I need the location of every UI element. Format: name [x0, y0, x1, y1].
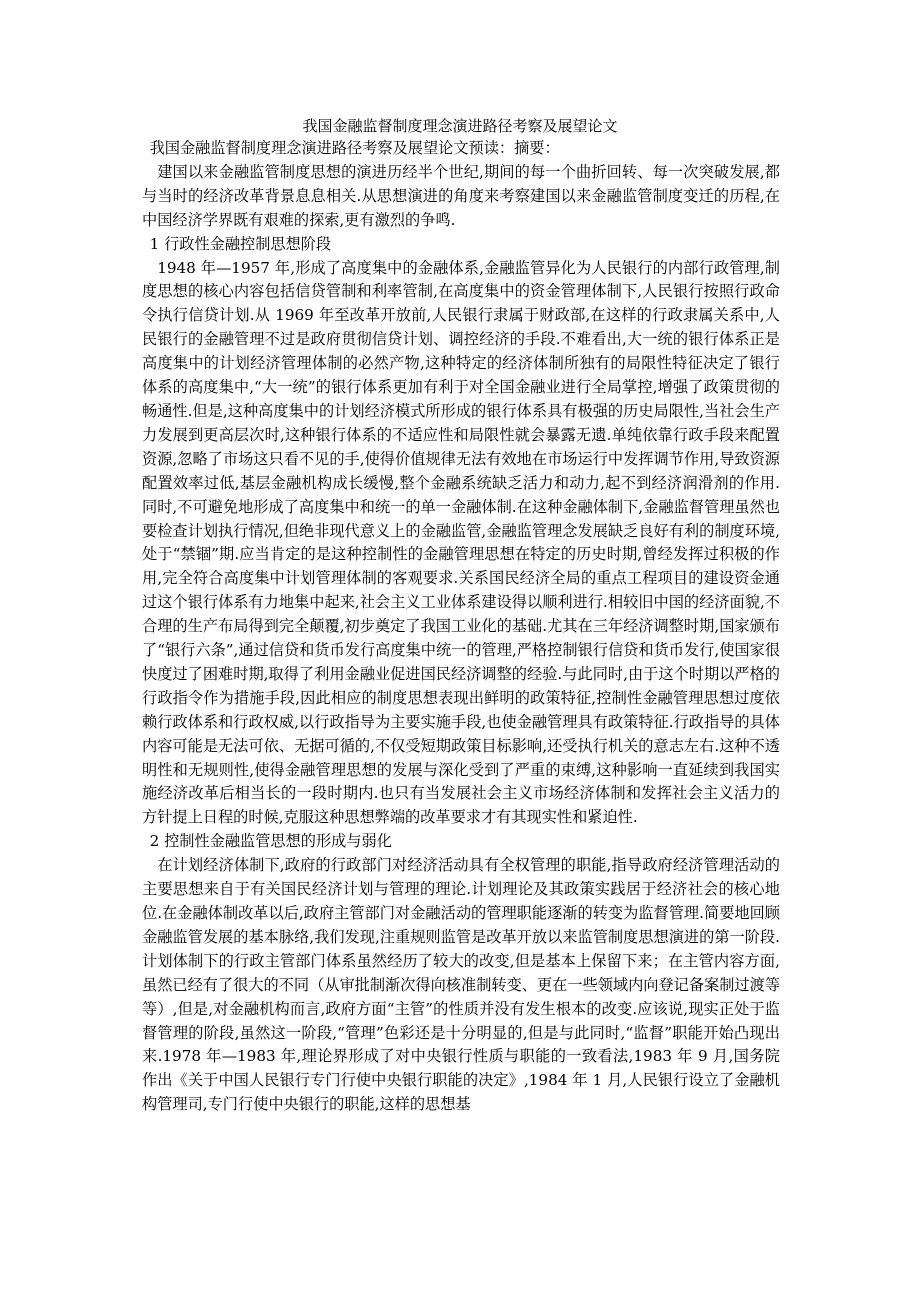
document-title: 我国金融监督制度理念演进路径考察及展望论文 [302, 117, 618, 135]
section-2-paragraph: 在计划经济体制下,政府的行政部门对经济活动具有全权管理的职能,指导政府经济管理活动的主要思想来自于有关国民经济计划与管理的理论.计划理论及其政策实践居于经济社会的核心地位.在金融体制改革以后,政府主管部门对金融活动的管理职能逐渐的转变为监督管理.简要地回顾金融监管发展的基本脉络,我们发现,注重规则监管是改革开放以来监管制度思想演进的第一阶段.计划体制下的行政主管部门体系虽然经历了较大的改变,但是基本上保留下来；在主管内容方面,虽然已经有了很大的不同（从审批制渐次得向核准制转变、更在一些领域内向登记备案制过渡等等）,但是,对金融机构而言,政府方面“主管”的性质并没有发生根本的改变.应该说,现实正处于监督管理的阶段,虽然这一阶段,“管理”色彩还是十分明显的,但是与此同时,“监督”职能开始凸现出来.1978 年—1983 年,理论界形成了对中央银行性质与职能的一致看法,1983 年 9 月,国务院作出《关于中国人民银行专门行使中央银行职能的决定》,1984 年 1 月,人民银行设立了金融机构管理司,专门行使中央银行的职能,这样的思想基 [142, 856, 780, 1114]
abstract-paragraph: 建国以来金融监管制度思想的演进历经半个世纪,期间的每一个曲折回转、每一次突破发展,都与当时的经济改革背景息息相关.从思想演进的角度来考察建国以来金融监管制度变迁的历程,在中国经济学界既有艰难的探索,更有激烈的争鸣. [142, 162, 780, 229]
document-body [142, 137, 780, 1117]
section-heading-2: 2 控制性金融监管思想的形成与弱化 [149, 832, 392, 851]
intro-line: 我国金融监督制度理念演进路径考察及展望论文预读：摘要： [149, 139, 560, 157]
section-1-paragraph: 1948 年—1957 年,形成了高度集中的金融体系,金融监管异化为人民银行的内部行政管理,制度思想的核心内容包括信贷管制和利率管制,在高度集中的资金管理体制下,人民银行按照行政命令执行信贷计划.从 1969 年至改革开放前,人民银行隶属于财政部,在这样的行政隶属关系中,人民银行的金融管理不过是政府贯彻信贷计划、调控经济的手段.不难看出,大一统的银行体系正是高度集中的计划经济管理体制的必然产物,这种特定的经济体制所独有的局限性特征决定了银行体系的高度集中,“大一统”的银行体系更加有利于对全国金融业进行全局掌控,增强了政策贯彻的畅通性.但是,这种高度集中的计划经济模式所形成的银行体系具有极强的历史局限性,当社会生产力发展到更高层次时,这种银行体系的不适应性和局限性就会暴露无遗.单纯依靠行政手段来配置资源,忽略了市场这只看不见的手,使得价值规律无法有效地在市场运行中发挥调节作用,导致资源配置效率过低,基层金融机构成长缓慢,整个金融系统缺乏活力和动力,起不到经济润滑剂的作用.同时,不可避免地形成了高度集中和统一的单一金融体制.在这种金融体制下,金融监督管理虽然也要检查计划执行情况,但绝非现代意义上的金融监管,金融监管理念发展缺乏良好有利的制度环境,处于“禁锢”期.应当肯定的是这种控制性的金融管理思想在特定的历史时期,曾经发挥过积极的作用,完全符合高度集中计划管理体制的客观要求.关系国民经济全局的重点工程项目的建设资金通过这个银行体系有力地集中起来,社会主义工业体系建设得以顺利进行.相较旧中国的经济面貌,不合理的生产布局得到完全颠覆,初步奠定了我国工业化的基础.尤其在三年经济调整时期,国家颁布了“银行六条”,通过信贷和货币发行高度集中统一的管理,严格控制银行信贷和货币发行,使国家很快度过了困难时期,取得了利用金融业促进国民经济调整的经验.与此同时,由于这个时期以严格的行政指令作为措施手段,因此相应的制度思想表现出鲜明的政策特征,控制性金融管理思想过度依赖行政体系和行政权威,以行政指导为主要实施手段,也使金融管理具有政策特征.行政指导的具体内容可能是无法可依、无据可循的,不仅受短期政策目标影响,还受执行机关的意志左右.这种不透明性和无规则性,使得金融管理思想的发展与深化受到了严重的束缚,这种影响一直延续到我国实施经济改革后相当长的一段时期内.也只有当发展社会主义市场经济体制和发挥社会主义活力的方针提上日程的时候,克服这种思想弊端的改革要求才有其现实性和紧迫性. [142, 258, 780, 827]
section-heading-1: 1 行政性金融控制思想阶段 [149, 234, 332, 253]
